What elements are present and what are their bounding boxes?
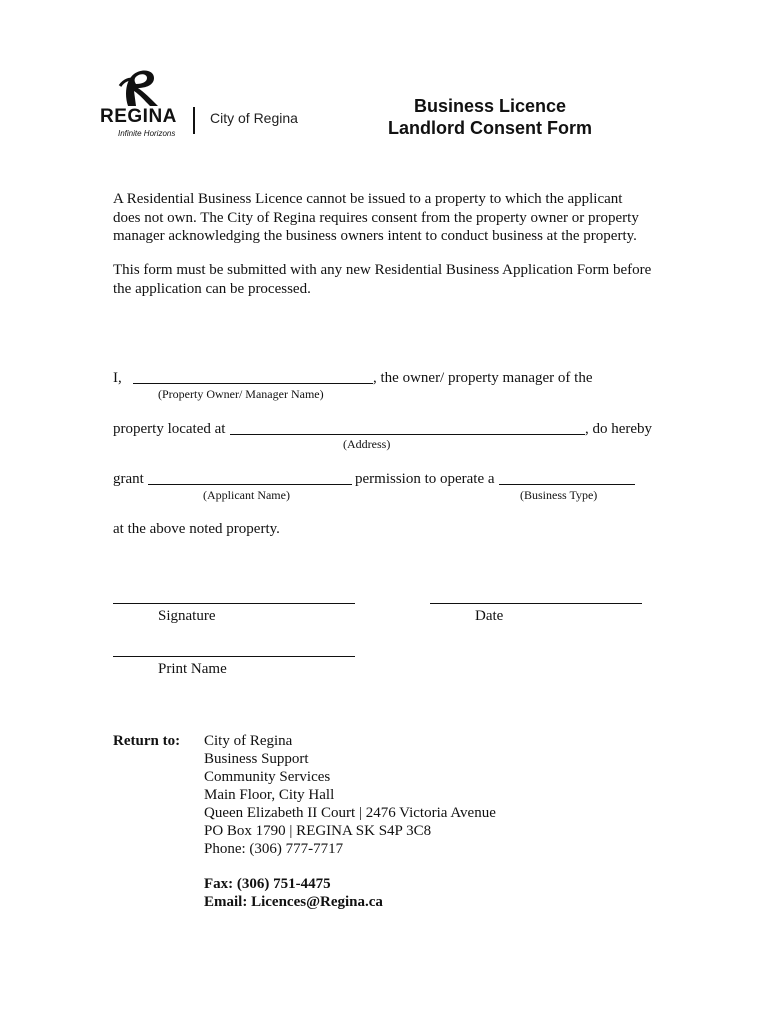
- logo-tagline: Infinite Horizons: [118, 129, 176, 138]
- intro-line: does not own. The City of Regina requires consent from the property owner or property: [113, 209, 639, 226]
- fax-number: Fax: (306) 751-4475: [204, 876, 331, 892]
- permission-text: permission to operate a: [355, 471, 495, 487]
- address-field[interactable]: [230, 434, 585, 435]
- owner-caption: (Property Owner/ Manager Name): [158, 387, 324, 401]
- intro-line: manager acknowledging the business owners intent to conduct business at the property.: [113, 228, 637, 244]
- business-type-field[interactable]: [499, 484, 635, 485]
- closing-text: at the above noted property.: [113, 521, 280, 537]
- grant-prefix: grant: [113, 471, 144, 487]
- address-line: PO Box 1790 | REGINA SK S4P 3C8: [204, 823, 432, 839]
- intro-line: the application can be processed.: [113, 280, 311, 297]
- address-line: Main Floor, City Hall: [204, 787, 335, 803]
- property-prefix: property located at: [113, 421, 226, 437]
- regina-r-emblem-icon: [114, 66, 164, 108]
- intro-paragraph-2: [113, 261, 673, 298]
- signature-field[interactable]: [113, 603, 355, 604]
- return-address-block: [204, 732, 496, 858]
- address-line: Community Services: [204, 769, 331, 785]
- logo-divider: [193, 107, 195, 134]
- applicant-name-field[interactable]: [148, 484, 352, 485]
- address-line: Queen Elizabeth II Court | 2476 Victoria Avenue: [204, 805, 496, 821]
- owner-suffix: , the owner/ property manager of the: [373, 370, 593, 386]
- address-line: Phone: (306) 777-7717: [204, 841, 344, 857]
- date-field[interactable]: [430, 603, 642, 604]
- property-suffix: , do hereby: [585, 421, 653, 437]
- return-to-label: Return to:: [113, 733, 181, 749]
- intro-line: This form must be submitted with any new Residential Business Application Form before: [113, 262, 652, 278]
- i-label: I,: [113, 370, 122, 386]
- signature-label: Signature: [158, 608, 216, 624]
- owner-name-field[interactable]: [133, 383, 373, 384]
- email-address[interactable]: Email: Licences@Regina.ca: [204, 894, 383, 910]
- regina-logo: [100, 66, 190, 146]
- city-name: City of Regina: [210, 110, 298, 126]
- address-line: Business Support: [204, 751, 309, 767]
- address-caption: (Address): [343, 437, 391, 451]
- address-line: City of Regina: [204, 733, 293, 749]
- intro-paragraph-1: [113, 190, 673, 246]
- print-name-label: Print Name: [158, 661, 227, 677]
- form-title-line1: Business Licence: [413, 96, 567, 116]
- form-title-line2: Landlord Consent Form: [388, 118, 592, 138]
- business-caption: (Business Type): [520, 488, 598, 502]
- intro-line: A Residential Business Licence cannot be issued to a property to which the applicant: [113, 191, 623, 207]
- date-label: Date: [475, 608, 504, 624]
- print-name-field[interactable]: [113, 656, 355, 657]
- applicant-caption: (Applicant Name): [203, 488, 290, 502]
- logo-wordmark: REGINA: [100, 106, 177, 127]
